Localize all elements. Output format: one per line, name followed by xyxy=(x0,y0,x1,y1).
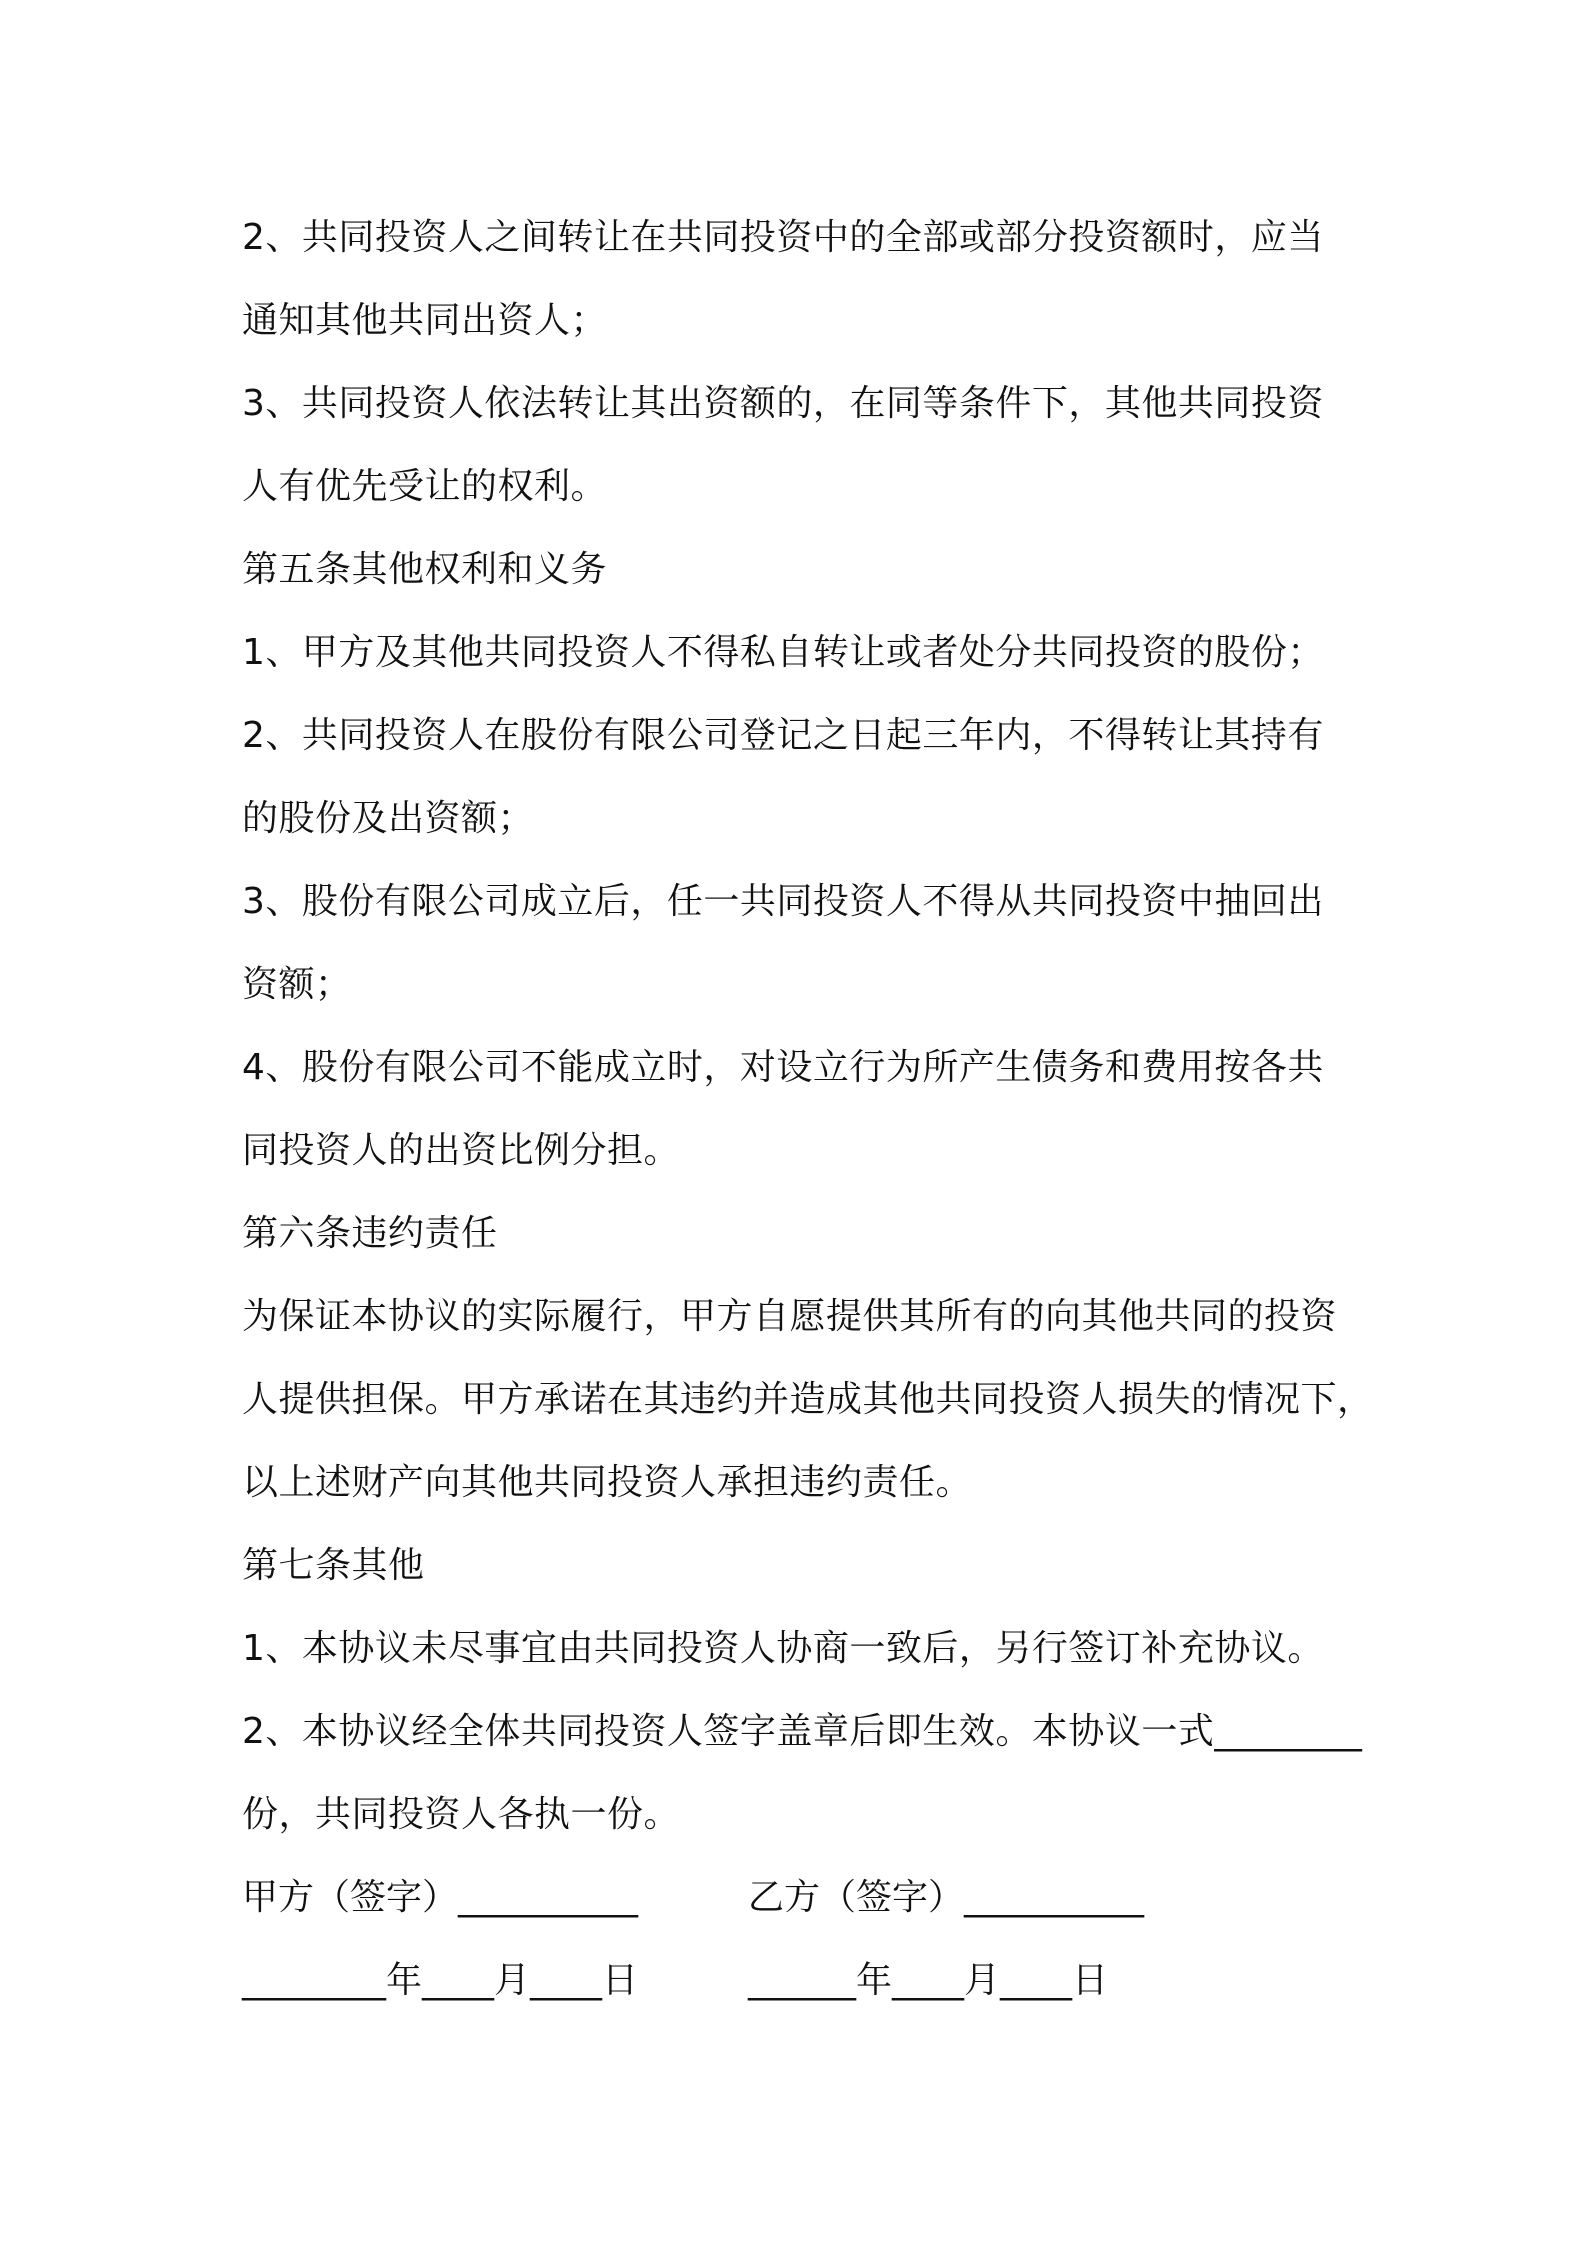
article-5-item-2-line-2: 的股份及出资额； xyxy=(242,798,535,839)
clause-3-preemptive-right-line-1: 3、共同投资人依法转让其出资额的，在同等条件下，其他共同投资 xyxy=(242,383,1324,424)
article-7-item-1: 1、本协议未尽事宜由共同投资人协商一致后，另行签订补充协议。 xyxy=(242,1628,1324,1669)
clause-2-transfer-notice-line-2: 通知其他共同出资人； xyxy=(242,300,608,341)
clause-2-transfer-notice-line-1: 2、共同投资人之间转让在共同投资中的全部或部分投资额时，应当 xyxy=(242,217,1324,258)
article-6-text-line-2: 人提供担保。甲方承诺在其违约并造成其他共同投资人损失的情况下， xyxy=(242,1379,1374,1420)
clause-3-preemptive-right-line-2: 人有优先受让的权利。 xyxy=(242,466,608,507)
article-5-item-4-line-2: 同投资人的出资比例分担。 xyxy=(242,1130,681,1171)
article-7-item-2-line-1: 2、本协议经全体共同投资人签字盖章后即生效。本协议一式________ xyxy=(242,1711,1363,1752)
party-b-date: ______年____月____日 xyxy=(748,1960,1108,2001)
article-5-item-3-line-2: 资额； xyxy=(242,964,352,1005)
party-a-date: ________年____月____日 xyxy=(242,1960,638,2001)
party-a-signature: 甲方（签字）__________ xyxy=(242,1877,639,1918)
article-7-item-2-line-2: 份，共同投资人各执一份。 xyxy=(242,1794,681,1835)
article-5-item-2-line-1: 2、共同投资人在股份有限公司登记之日起三年内，不得转让其持有 xyxy=(242,715,1324,756)
article-5-heading: 第五条其他权利和义务 xyxy=(242,549,608,590)
article-6-heading: 第六条违约责任 xyxy=(242,1213,498,1254)
article-6-text-line-1: 为保证本协议的实际履行，甲方自愿提供其所有的向其他共同的投资 xyxy=(242,1296,1338,1337)
date-row xyxy=(242,1939,1382,2022)
article-5-item-4-line-1: 4、股份有限公司不能成立时，对设立行为所产生债务和费用按各共 xyxy=(242,1047,1324,1088)
article-6-text-line-3: 以上述财产向其他共同投资人承担违约责任。 xyxy=(242,1462,973,1503)
article-5-item-1: 1、甲方及其他共同投资人不得私自转让或者处分共同投资的股份； xyxy=(242,632,1324,673)
article-5-item-3-line-1: 3、股份有限公司成立后，任一共同投资人不得从共同投资中抽回出 xyxy=(242,881,1324,922)
signature-row xyxy=(242,1856,1382,1939)
document-body xyxy=(242,196,1382,2022)
article-7-heading: 第七条其他 xyxy=(242,1545,425,1586)
party-b-signature: 乙方（签字）__________ xyxy=(748,1877,1145,1918)
